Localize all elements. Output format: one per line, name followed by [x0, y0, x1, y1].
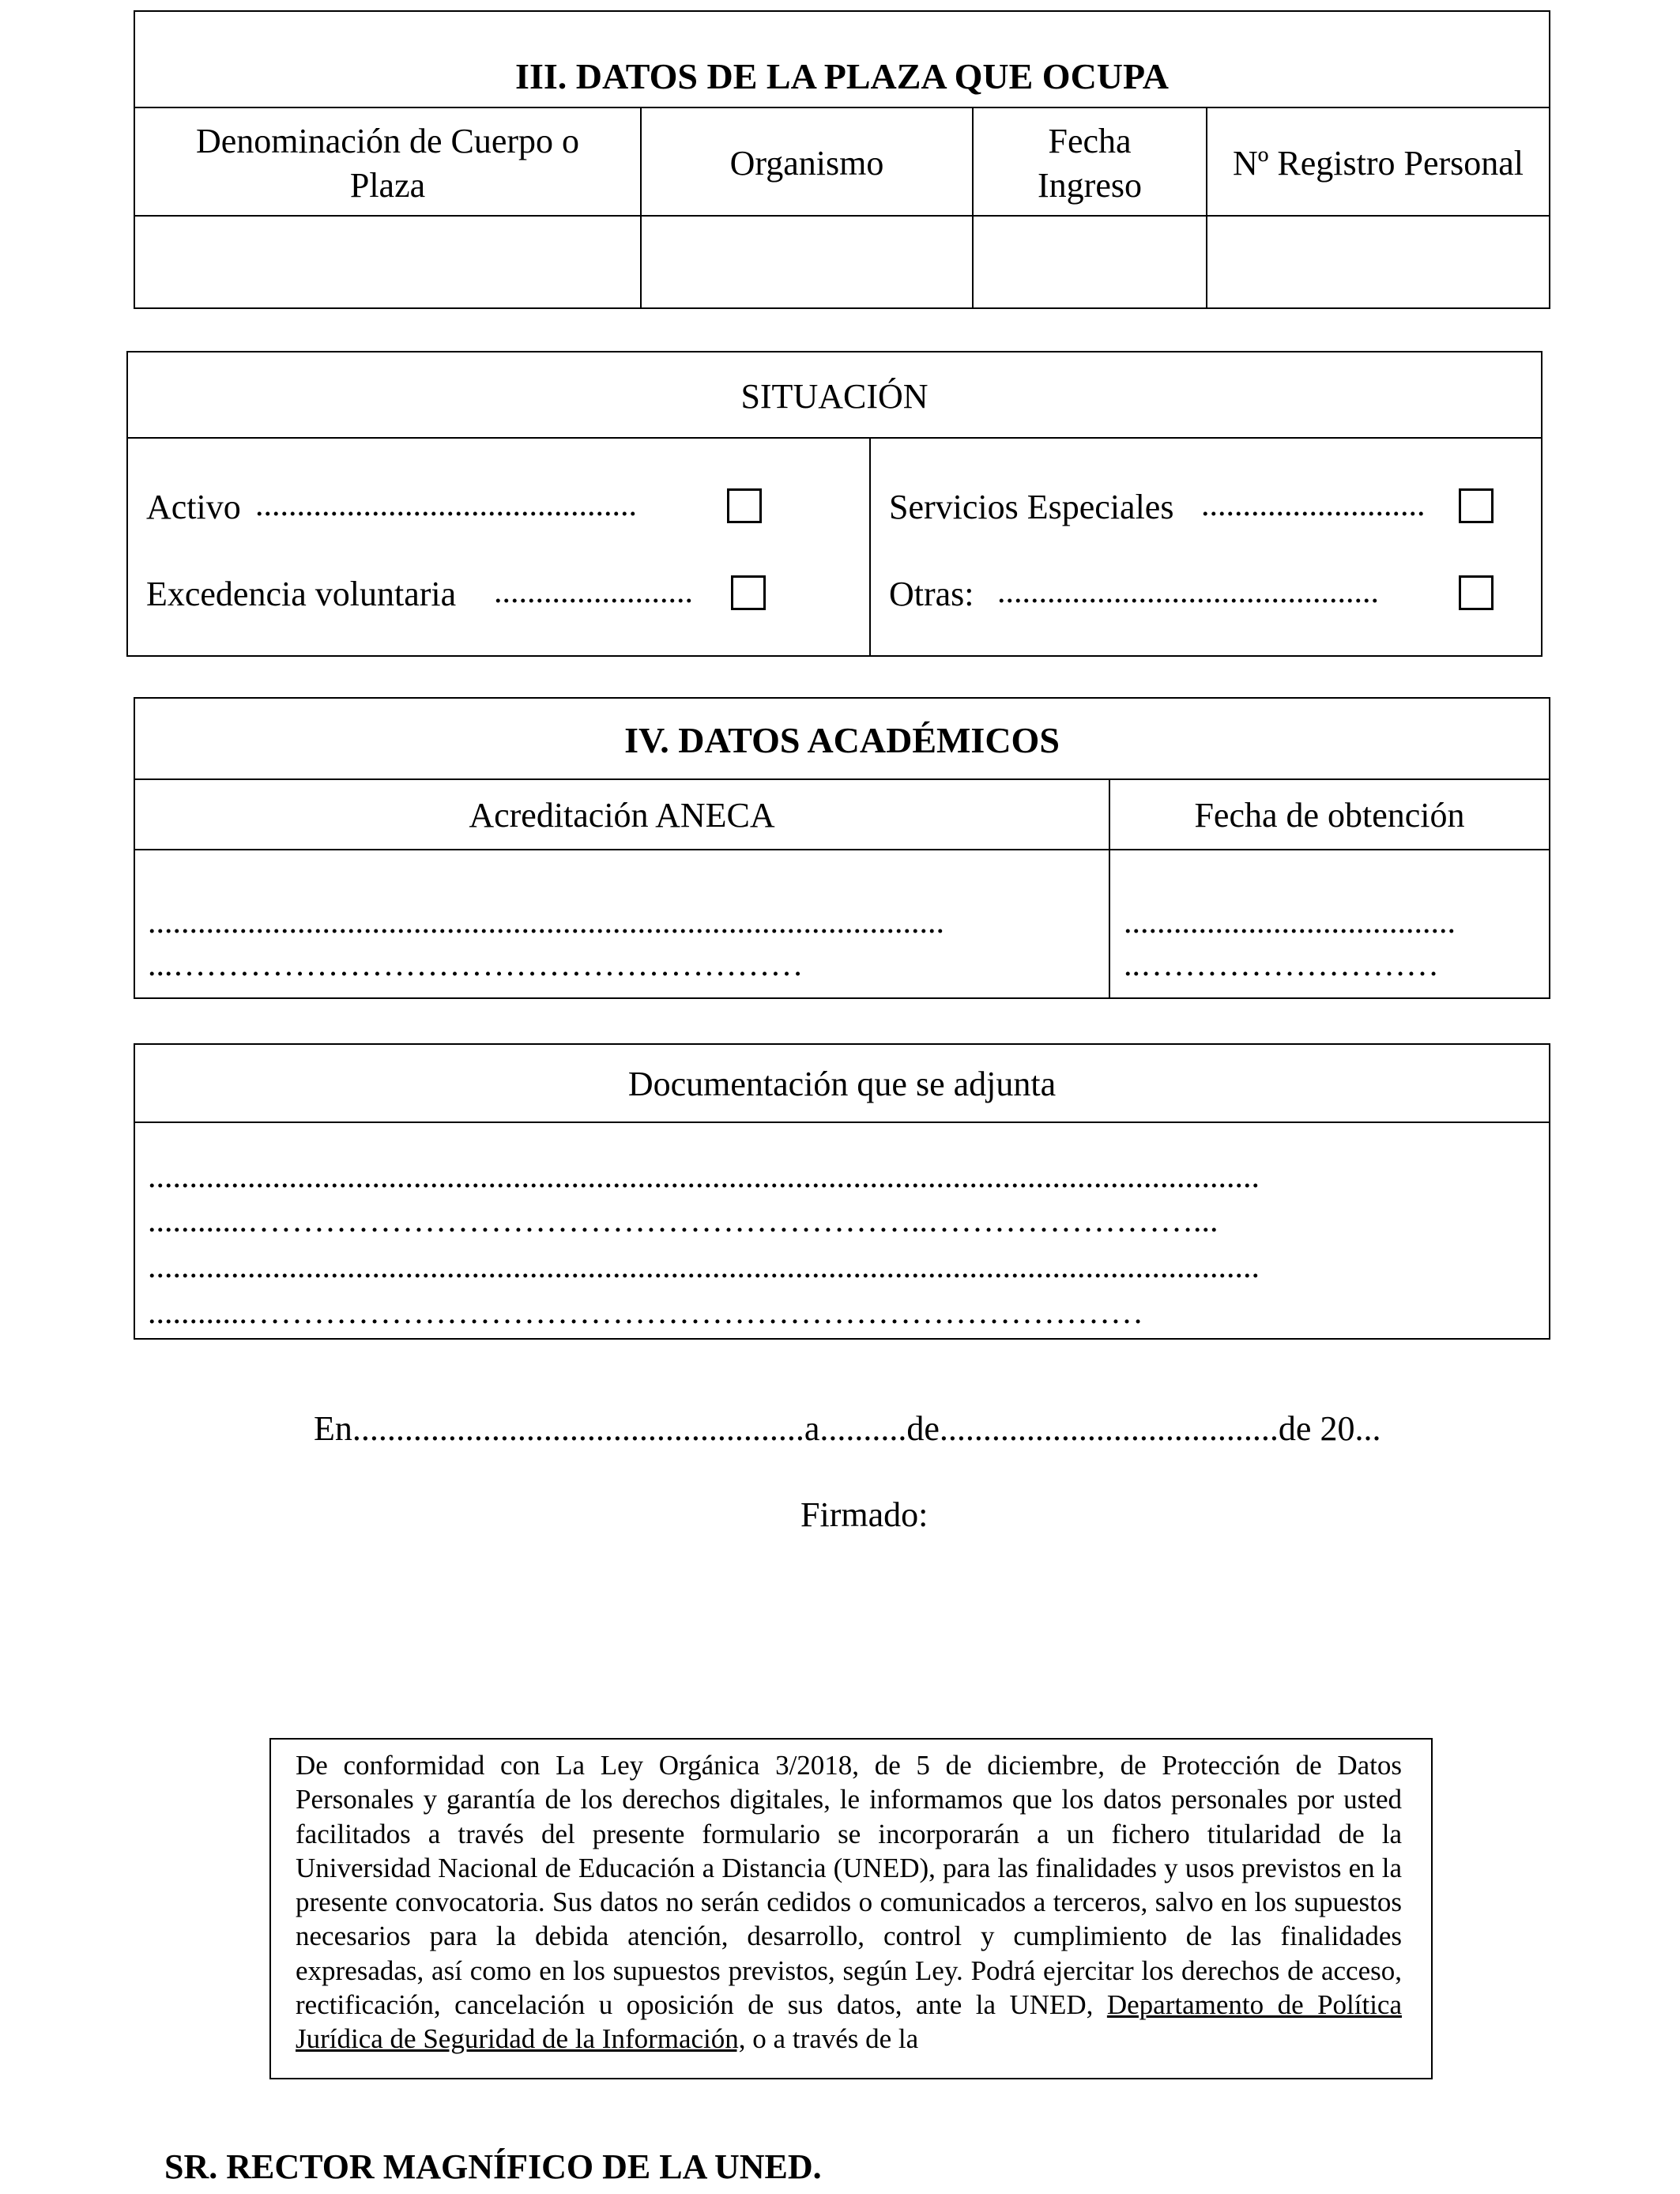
- section3-divider-title: [134, 107, 1550, 108]
- situacion-excedencia-dots: ........................: [494, 575, 693, 609]
- section3-header-registro: Nº Registro Personal: [1232, 144, 1524, 183]
- situacion-col-divider: [869, 437, 871, 657]
- situacion-excedencia-label: Excedencia voluntaria: [146, 575, 457, 613]
- signature-place-date-line[interactable]: En....................................................a..........de.......................................de 20...: [314, 1412, 1381, 1446]
- addressee: SR. RECTOR MAGNÍFICO DE LA UNED.: [164, 2147, 822, 2186]
- section3-field-denominacion[interactable]: [135, 217, 640, 307]
- situacion-activo-checkbox[interactable]: [727, 488, 762, 523]
- section4-header-acreditacion: Acreditación ANECA: [469, 796, 775, 835]
- section4-header-fecha-obtencion: Fecha de obtención: [1194, 796, 1465, 835]
- section3-field-organismo[interactable]: [642, 217, 972, 307]
- section3-title: III. DATOS DE LA PLAZA QUE OCUPA: [515, 56, 1169, 96]
- situacion-activo-dots: ..............................................: [255, 488, 637, 522]
- section4-fecha-dots-line2: ..………………………: [1124, 948, 1439, 982]
- section3-header-denominacion-line1: Denominación de Cuerpo o: [195, 122, 580, 160]
- situacion-otras-label: Otras:: [889, 575, 974, 613]
- section4-divider-title: [134, 778, 1550, 780]
- situacion-title: SITUACIÓN: [740, 377, 929, 416]
- legal-notice-department-link[interactable]: Departamento de Política Jurídica de Seguridad de la Información,: [296, 1989, 1402, 2055]
- section3-header-organismo: Organismo: [729, 144, 884, 183]
- situacion-divider: [126, 437, 1543, 439]
- situacion-servicios-label: Servicios Especiales: [889, 488, 1174, 526]
- section3-header-denominacion-line2: Plaza: [349, 166, 426, 205]
- documentacion-dots-line1: ......................................................................................................................................: [148, 1160, 1260, 1193]
- situacion-servicios-dots: ...........................: [1201, 488, 1426, 522]
- section4-title: IV. DATOS ACADÉMICOS: [624, 720, 1060, 760]
- documentacion-dots-line4: ............………………………………………………………………………: [148, 1296, 1143, 1329]
- legal-notice-text: [296, 1748, 1402, 2056]
- section4-fecha-dots-line1: ........................................: [1124, 906, 1456, 939]
- signature-firmado-label: Firmado:: [800, 1495, 929, 1534]
- section3-field-registro[interactable]: [1207, 217, 1549, 307]
- documentacion-dots-line3: ......................................................................................................................................: [148, 1250, 1260, 1284]
- section3-header-fecha-line2: Ingreso: [1038, 166, 1142, 205]
- situacion-activo-label: Activo: [146, 488, 241, 526]
- section3-field-fecha-ingreso[interactable]: [974, 217, 1206, 307]
- situacion-excedencia-checkbox[interactable]: [731, 575, 766, 610]
- situacion-servicios-checkbox[interactable]: [1459, 488, 1494, 523]
- situacion-otras-dots: ..............................................: [997, 575, 1379, 609]
- situacion-otras-checkbox[interactable]: [1459, 575, 1494, 610]
- documentacion-title: Documentación que se adjunta: [627, 1065, 1057, 1103]
- legal-notice-tail: o a través de la: [752, 2023, 919, 2055]
- section4-acreditacion-dots-line1: ................................................................................................: [148, 906, 944, 939]
- legal-notice-body: De conformidad con La Ley Orgánica 3/2018, de 5 de diciembre, de Protección de Datos Personales y garantía de los derechos digitales, le informamos que los datos personales por usted facilitados a través del presente formulario se incorporarán a un fichero titularidad de la Universidad Nacional de Educación a Distancia (UNED), para las finalidades y usos previstos en la presente convocatoria. Sus datos no serán cedidos o comunicados a terceros, salvo en los supuestos necesarios para la debida atención, desarrollo, control y cumplimiento de las finalidades expresadas, así como en los supuestos previstos, según Ley. Podrá ejercitar los derechos de acceso, rectificación, cancelación u oposición de sus datos, ante la UNED,: [296, 1750, 1402, 2021]
- documentacion-dots-line2: ............……………………………………………………..……………………...: [148, 1204, 1219, 1238]
- section3-header-fecha-line1: Fecha: [1048, 122, 1132, 160]
- section4-acreditacion-dots-line2: ...…………………………………………………: [148, 948, 804, 982]
